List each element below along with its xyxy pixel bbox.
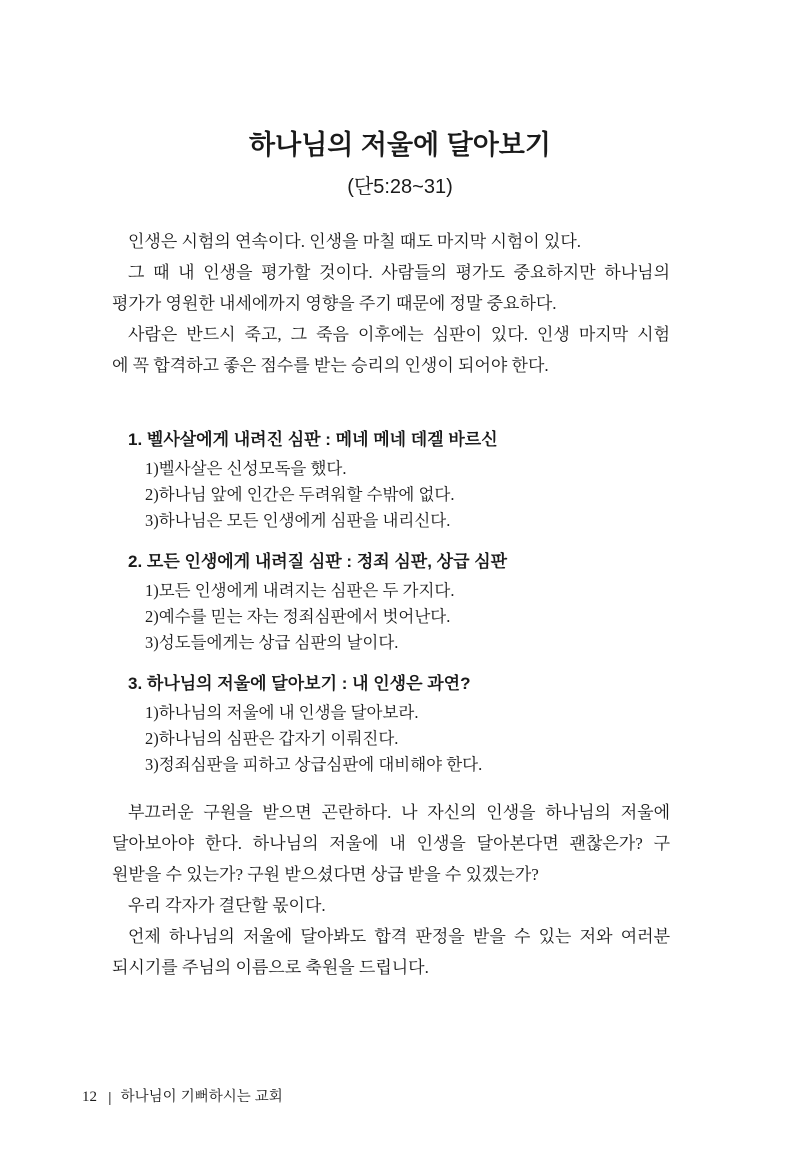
- outline-point: [128, 548, 688, 656]
- outline-heading: 1. 벨사살에게 내려진 심판 : 메네 메네 데겔 바르신: [128, 430, 498, 449]
- text-line: 원받을 수 있는가? 구원 받으셨다면 상급 받을 수 있겠는가?: [112, 865, 539, 884]
- outline-point: [128, 426, 688, 534]
- outline-subpoint: 1)하나님의 저울에 내 인생을 달아보라.: [145, 703, 419, 722]
- scripture-reference: (단5:28~31): [347, 176, 453, 198]
- outline-subpoint: 1)벨사살은 신성모독을 했다.: [145, 459, 347, 478]
- outline-subpoint: 2)하나님 앞에 인간은 두려워할 수밖에 없다.: [145, 485, 455, 504]
- text-line: 그 때 내 인생을 평가할 것이다. 사람들의 평가도 중요하지만 하나님의: [128, 263, 670, 282]
- paragraph: [112, 797, 670, 890]
- page-footer: [82, 1087, 283, 1107]
- text-line: 평가가 영원한 내세에까지 영향을 주기 때문에 정말 중요하다.: [112, 294, 557, 313]
- outline-subpoint: 1)모든 인생에게 내려지는 심판은 두 가지다.: [145, 581, 455, 600]
- text-line: 되시기를 주님의 이름으로 축원을 드립니다.: [112, 958, 429, 977]
- outline-point: [128, 670, 688, 778]
- sermon-outline: [128, 426, 688, 778]
- outline-subpoint: 3)성도들에게는 상급 심판의 날이다.: [145, 633, 399, 652]
- outline-subpoint: 2)하나님의 심판은 갑자기 이뤄진다.: [145, 729, 399, 748]
- text-line: 부끄러운 구원을 받으면 곤란하다. 나 자신의 인생을 하나님의 저울에: [128, 803, 670, 822]
- text-line: 인생은 시험의 연속이다. 인생을 마칠 때도 마지막 시험이 있다.: [128, 232, 582, 251]
- outline-heading: 3. 하나님의 저울에 달아보기 : 내 인생은 과연?: [128, 674, 471, 693]
- text-line: 에 꼭 합격하고 좋은 점수를 받는 승리의 인생이 되어야 한다.: [112, 356, 549, 375]
- text-line: 사람은 반드시 죽고, 그 죽음 이후에는 심판이 있다. 인생 마지막 시험: [128, 325, 670, 344]
- text-line: 달아보아야 한다. 하나님의 저울에 내 인생을 달아본다면 괜찮은가? 구: [112, 834, 670, 853]
- paragraph: [112, 226, 670, 257]
- outline-subpoint: 2)예수를 믿는 자는 정죄심판에서 벗어난다.: [145, 607, 451, 626]
- intro-text: [112, 226, 670, 381]
- outline-subpoint: 3)하나님은 모든 인생에게 심판을 내리신다.: [145, 511, 451, 530]
- running-title: 하나님이 기뻐하시는 교회: [120, 1089, 283, 1105]
- page-title: 하나님의 저울에 달아보기: [249, 130, 551, 160]
- paragraph: [112, 890, 670, 921]
- text-line: 언제 하나님의 저울에 달아봐도 합격 판정을 받을 수 있는 저와 여러분: [128, 927, 670, 946]
- text-line: 우리 각자가 결단할 몫이다.: [128, 896, 326, 915]
- footer-separator: |: [108, 1089, 112, 1105]
- closing-text: [112, 797, 670, 983]
- paragraph: [112, 257, 670, 319]
- outline-subpoint: 3)정죄심판을 피하고 상급심판에 대비해야 한다.: [145, 755, 483, 774]
- page-number: 12: [82, 1089, 97, 1105]
- paragraph: [112, 319, 670, 381]
- outline-heading: 2. 모든 인생에게 내려질 심판 : 정죄 심판, 상급 심판: [128, 552, 508, 571]
- paragraph: [112, 921, 670, 983]
